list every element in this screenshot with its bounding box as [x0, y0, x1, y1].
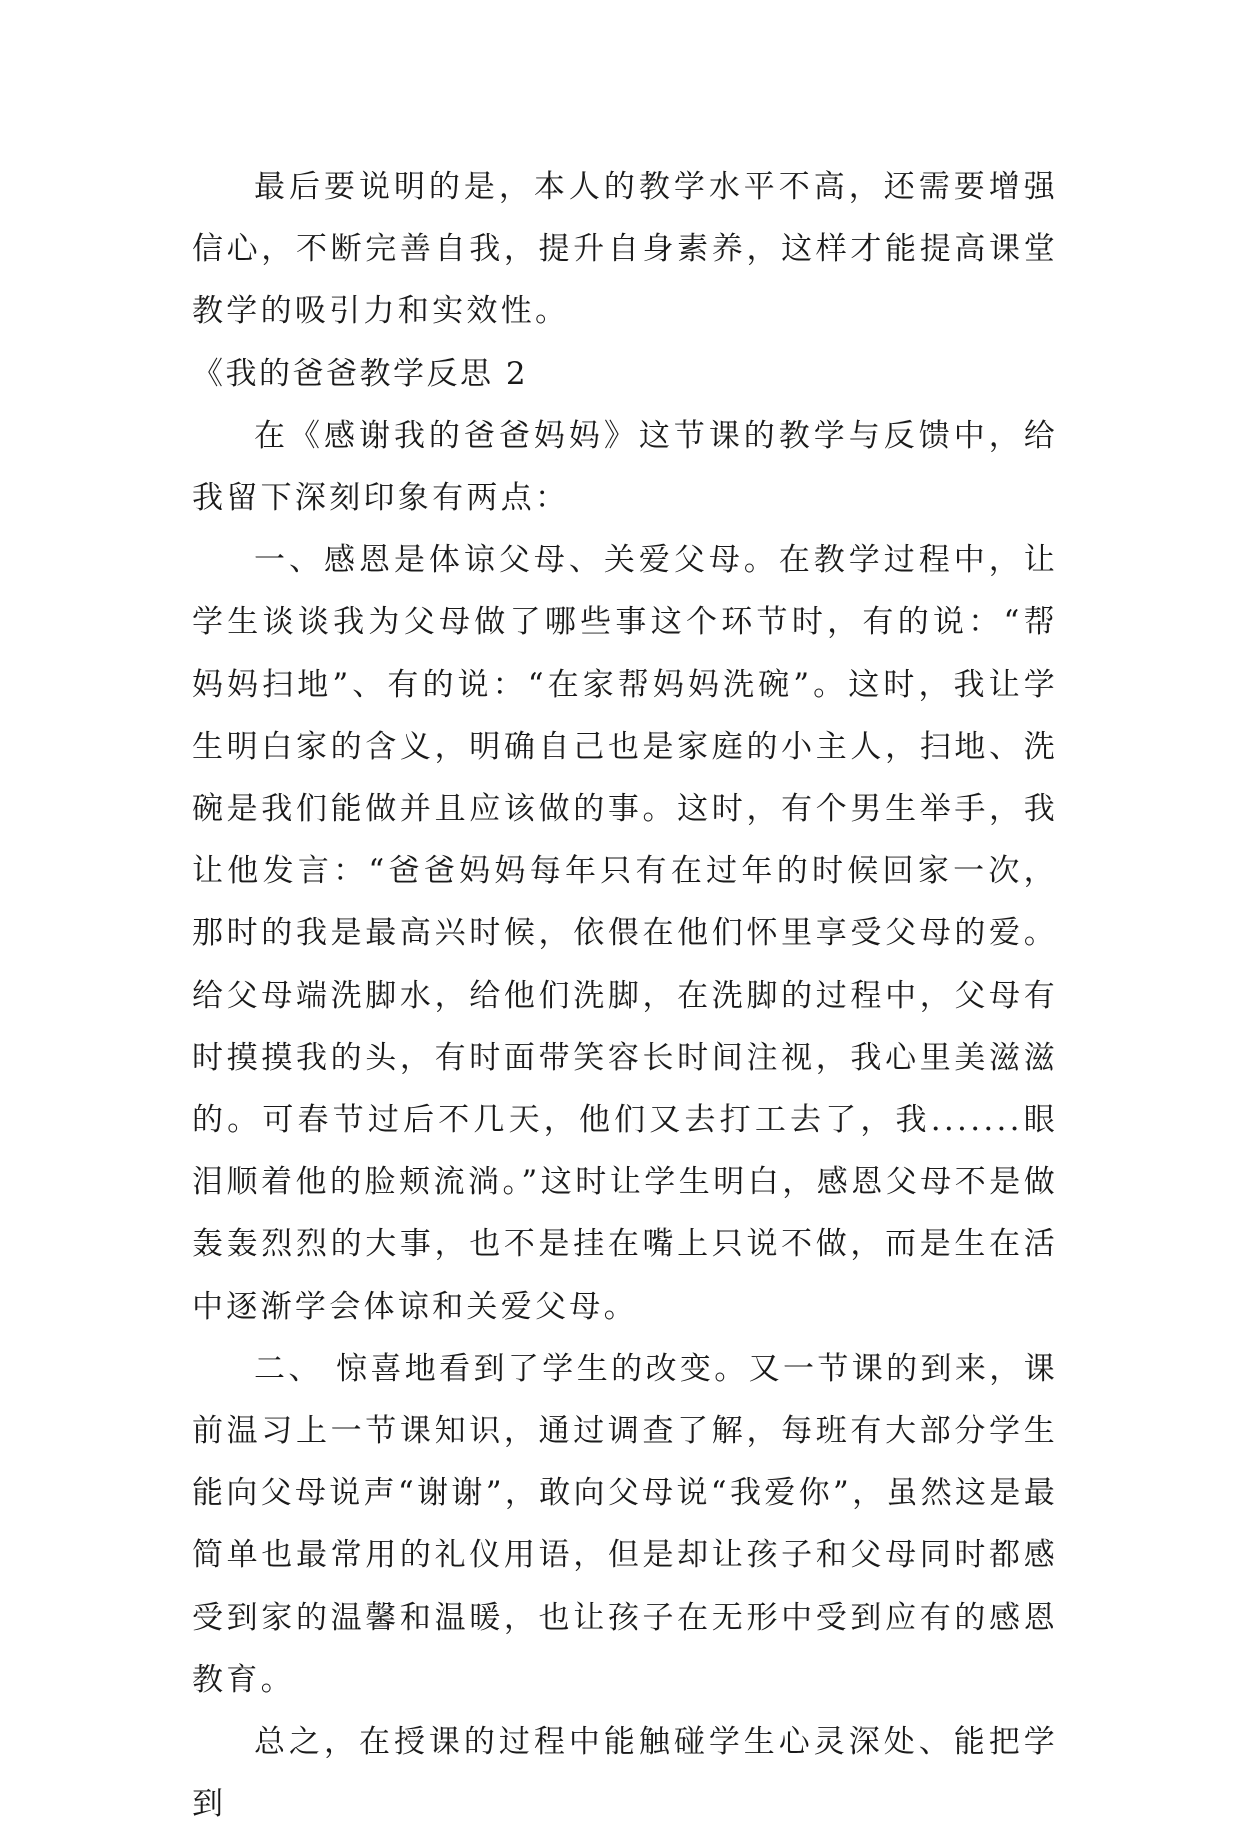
section-heading: 《我的爸爸教学反思 2 [192, 355, 529, 392]
paragraph-closing-remark: 最后要说明的是，本人的教学水平不高，还需要增强信心，不断完善自我，提升自身素养，这样才能提高课堂教学的吸引力和实效性。 [192, 169, 1058, 330]
paragraph-summary: 总之，在授课的过程中能触碰学生心灵深处、能把学到 [192, 1724, 1058, 1823]
paragraph-intro: 在《感谢我的爸爸妈妈》这节课的教学与反馈中，给我留下深刻印象有两点： [192, 417, 1058, 517]
document-body [192, 156, 1058, 1835]
paragraph-point-one: 一、感恩是体谅父母、关爱父母。在教学过程中，让学生谈谈我为父母做了哪些事这个环节时，有的说：“帮妈妈扫地”、有的说：“在家帮妈妈洗碗”。这时，我让学生明白家的含义，明确自己也是家庭的小主人，扫地、洗碗是我们能做并且应该做的事。这时，有个男生举手，我让他发言：“爸爸妈妈每年只有在过年的时候回家一次，那时的我是最高兴时候，依偎在他们怀里享受父母的爱。给父母端洗脚水，给他们洗脚，在洗脚的过程中，父母有时摸摸我的头，有时面带笑容长时间注视，我心里美滋滋的。可春节过后不几天，他们又去打工去了，我.......眼泪顺着他的脸颊流淌。”这时让学生明白，感恩父母不是做轰轰烈烈的大事，也不是挂在嘴上只说不做，而是生在活中逐渐学会体谅和关爱父母。 [192, 542, 1058, 1325]
paragraph-point-two: 二、 惊喜地看到了学生的改变。又一节课的到来，课前温习上一节课知识，通过调查了解，每班有大部分学生能向父母说声“谢谢”，敢向父母说“我爱你”，虽然这是最简单也最常用的礼仪用语，但是却让孩子和父母同时都感受到家的温馨和温暖，也让孩子在无形中受到应有的感恩教育。 [192, 1350, 1058, 1698]
